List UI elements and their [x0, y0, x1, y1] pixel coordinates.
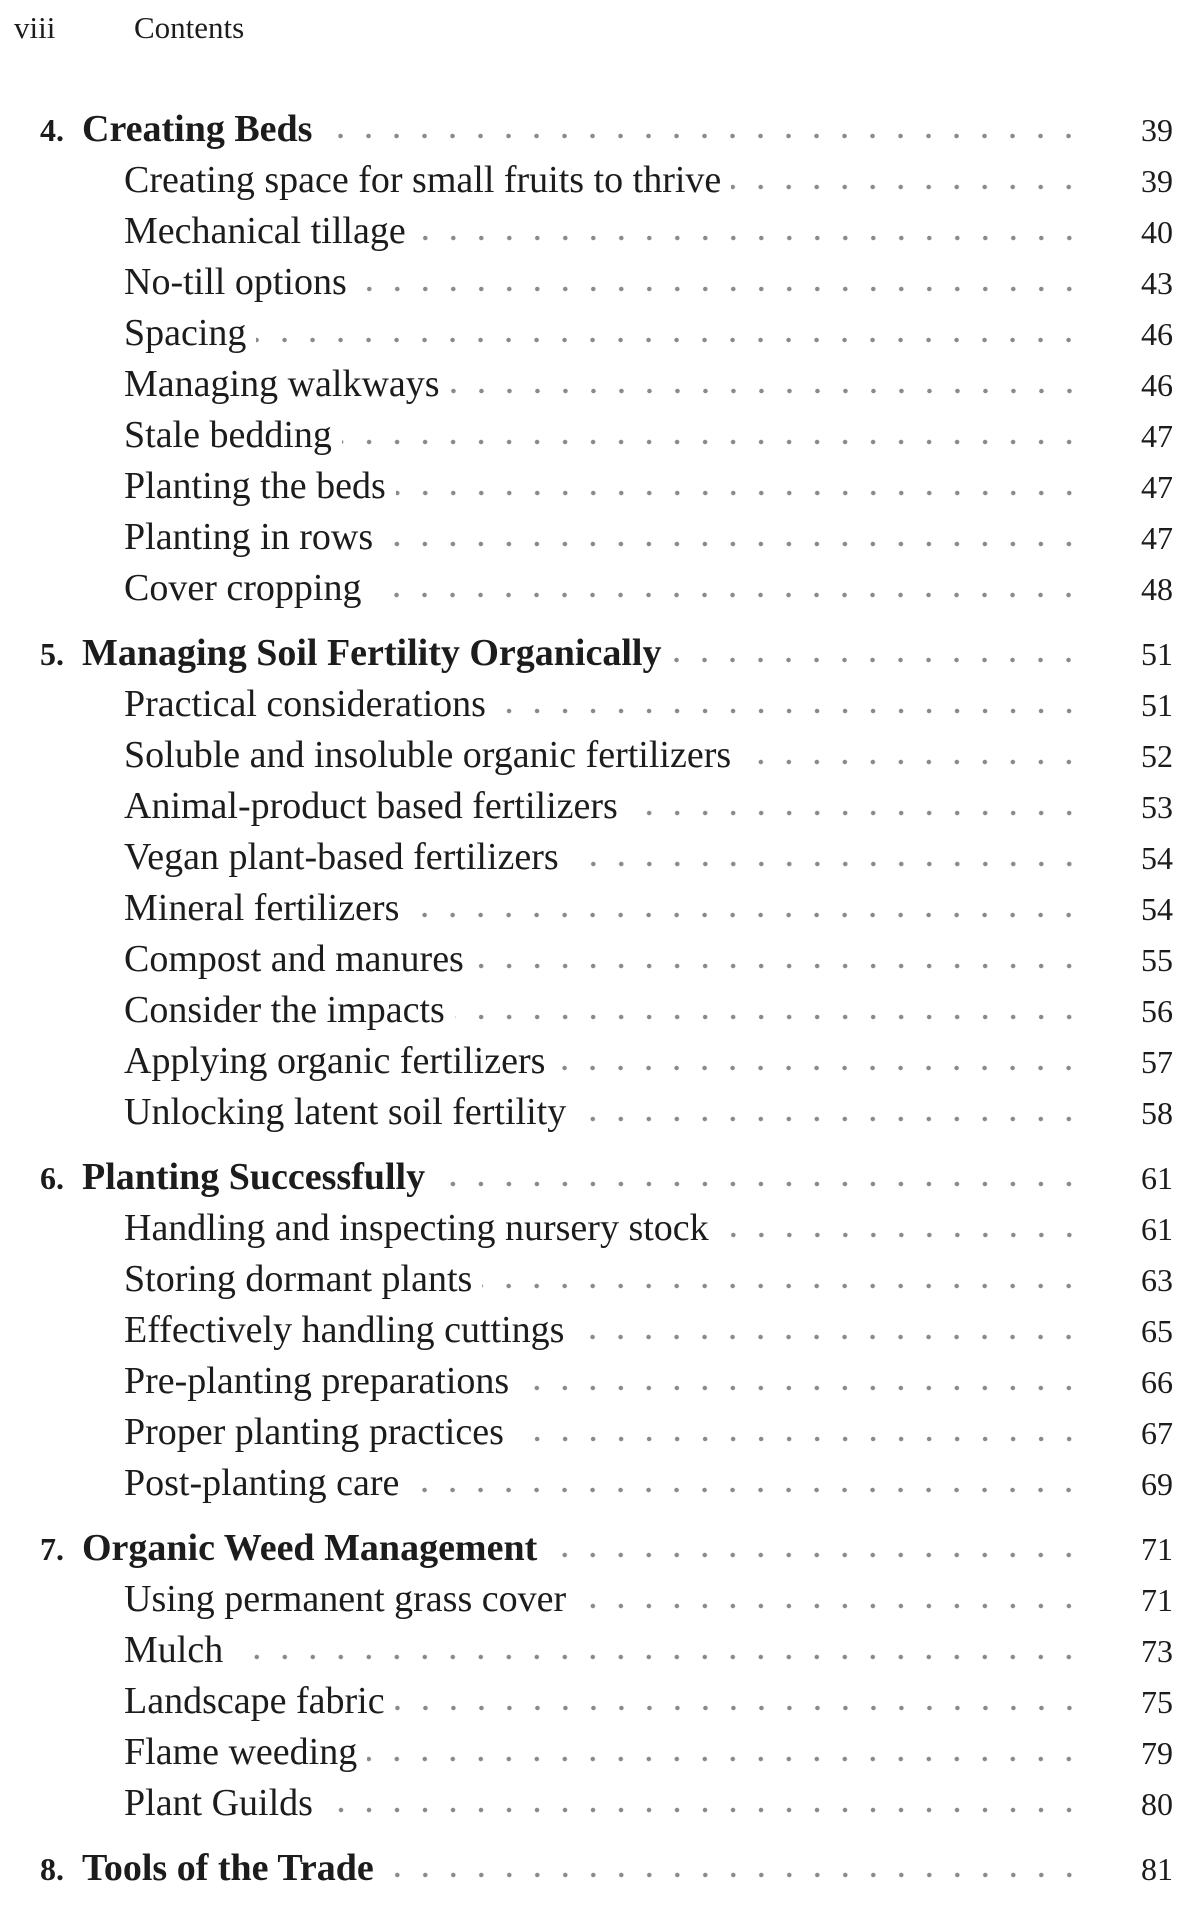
toc-section-entry[interactable] [40, 563, 1173, 614]
toc-section-entry[interactable] [40, 1087, 1173, 1138]
toc-section-entry[interactable] [40, 257, 1173, 308]
chapter-title: Planting Successfully [82, 1156, 426, 1198]
dot-leader [741, 757, 1083, 767]
section-page-number: 65 [1141, 1313, 1173, 1349]
toc-section-entry[interactable] [40, 410, 1173, 461]
toc-chapter [40, 628, 1173, 1138]
section-page-number: 80 [1141, 1786, 1173, 1822]
section-title: Creating space for small fruits to thrive [124, 159, 722, 201]
section-page-number: 67 [1141, 1415, 1173, 1451]
chapter-title: Creating Beds [82, 108, 313, 150]
section-title: Soluble and insoluble organic fertilizers [124, 734, 732, 776]
section-page-number: 46 [1141, 367, 1173, 403]
section-page-number: 73 [1141, 1633, 1173, 1669]
dot-leader [416, 233, 1083, 243]
running-head [14, 10, 244, 46]
toc-chapter [40, 1843, 1173, 1894]
dot-leader [455, 1012, 1083, 1022]
section-title: No-till options [124, 261, 347, 303]
toc-section-entry[interactable] [40, 1254, 1173, 1305]
dot-leader [450, 386, 1083, 396]
section-title: Planting in rows [124, 516, 374, 558]
section-title: Spacing [124, 312, 247, 354]
toc-section-entry[interactable] [40, 679, 1173, 730]
section-title: Practical considerations [124, 683, 486, 725]
dot-leader [482, 1281, 1083, 1291]
dot-leader [367, 1754, 1083, 1764]
dot-leader [514, 1434, 1083, 1444]
section-title: Handling and inspecting nursery stock [124, 1207, 709, 1249]
dot-leader [409, 910, 1083, 920]
dot-leader [719, 1230, 1083, 1240]
section-title: Mulch [124, 1629, 224, 1671]
toc-section-entry[interactable] [40, 1676, 1173, 1727]
section-page-number: 66 [1141, 1364, 1173, 1400]
section-page-number: 63 [1141, 1262, 1173, 1298]
dot-leader [671, 655, 1083, 665]
chapter-title: Managing Soil Fertility Organically [82, 632, 662, 674]
section-page-number: 39 [1141, 163, 1173, 199]
dot-leader [409, 1485, 1083, 1495]
dot-leader [519, 1383, 1083, 1393]
section-page-number: 53 [1141, 789, 1173, 825]
chapter-page-number: 71 [1141, 1531, 1173, 1567]
dot-leader [233, 1652, 1083, 1662]
section-page-number: 79 [1141, 1735, 1173, 1771]
toc-section-entry[interactable] [40, 883, 1173, 934]
section-page-number: 58 [1141, 1095, 1173, 1131]
dot-leader [357, 284, 1083, 294]
section-page-number: 52 [1141, 738, 1173, 774]
section-title: Mechanical tillage [124, 210, 406, 252]
section-page-number: 46 [1141, 316, 1173, 352]
section-page-number: 54 [1141, 840, 1173, 876]
toc-section-entry[interactable] [40, 1727, 1173, 1778]
dot-leader [435, 1179, 1083, 1189]
section-page-number: 61 [1141, 1211, 1173, 1247]
section-title: Flame weeding [124, 1731, 358, 1773]
toc-section-entry[interactable] [40, 1778, 1173, 1829]
section-page-number: 47 [1141, 418, 1173, 454]
table-of-contents [40, 104, 1173, 1908]
dot-leader [323, 1805, 1083, 1815]
dot-leader [474, 961, 1083, 971]
toc-section-entry[interactable] [40, 461, 1173, 512]
toc-chapter [40, 1523, 1173, 1829]
running-head-title: Contents [134, 10, 245, 45]
toc-section-entry[interactable] [40, 308, 1173, 359]
section-page-number: 55 [1141, 942, 1173, 978]
toc-chapter [40, 104, 1173, 614]
dot-leader [576, 1114, 1083, 1124]
dot-leader [396, 488, 1083, 498]
toc-section-entry[interactable] [40, 1458, 1173, 1509]
toc-section-entry[interactable] [40, 359, 1173, 410]
section-title: Proper planting practices [124, 1411, 504, 1453]
section-title: Landscape fabric [124, 1680, 385, 1722]
dot-leader [384, 1870, 1083, 1880]
section-page-number: 47 [1141, 469, 1173, 505]
toc-section-entry[interactable] [40, 1356, 1173, 1407]
section-title: Planting the beds [124, 465, 386, 507]
chapter-title: Tools of the Trade [82, 1847, 374, 1889]
chapter-number: 5. [40, 636, 64, 672]
dot-leader [496, 706, 1083, 716]
section-title: Plant Guilds [124, 1782, 313, 1824]
section-title: Pre-planting preparations [124, 1360, 510, 1402]
dot-leader [383, 539, 1083, 549]
toc-section-entry[interactable] [40, 832, 1173, 883]
toc-section-entry[interactable] [40, 985, 1173, 1036]
section-page-number: 56 [1141, 993, 1173, 1029]
toc-section-entry[interactable] [40, 1203, 1173, 1254]
dot-leader [371, 590, 1083, 600]
section-page-number: 48 [1141, 571, 1173, 607]
section-page-number: 54 [1141, 891, 1173, 927]
section-title: Vegan plant-based fertilizers [124, 836, 559, 878]
toc-chapter-heading[interactable] [40, 1843, 1173, 1894]
chapter-page-number: 51 [1141, 636, 1173, 672]
toc-section-entry[interactable] [40, 730, 1173, 781]
dot-leader [731, 182, 1083, 192]
section-title: Mineral fertilizers [124, 887, 400, 929]
toc-section-entry[interactable] [40, 1625, 1173, 1676]
chapter-page-number: 61 [1141, 1160, 1173, 1196]
chapter-page-number: 81 [1141, 1851, 1173, 1887]
section-title: Applying organic fertilizers [124, 1040, 546, 1082]
section-title: Consider the impacts [124, 989, 445, 1031]
chapter-title: Organic Weed Management [82, 1527, 538, 1569]
dot-leader [555, 1063, 1083, 1073]
chapter-page-number: 39 [1141, 112, 1173, 148]
toc-section-entry[interactable] [40, 1305, 1173, 1356]
toc-chapter [40, 1152, 1173, 1509]
section-title: Effectively handling cuttings [124, 1309, 565, 1351]
section-title: Post-planting care [124, 1462, 400, 1504]
section-title: Managing walkways [124, 363, 440, 405]
dot-leader [547, 1550, 1083, 1560]
toc-section-entry[interactable] [40, 512, 1173, 563]
toc-section-entry[interactable] [40, 1036, 1173, 1087]
chapter-number: 6. [40, 1160, 64, 1196]
chapter-number: 4. [40, 112, 64, 148]
section-title: Cover cropping [124, 567, 362, 609]
section-page-number: 43 [1141, 265, 1173, 301]
toc-section-entry[interactable] [40, 155, 1173, 206]
page-folio: viii [14, 10, 56, 45]
section-page-number: 71 [1141, 1582, 1173, 1618]
section-page-number: 57 [1141, 1044, 1173, 1080]
toc-chapter-heading[interactable] [40, 1523, 1173, 1574]
section-title: Unlocking latent soil fertility [124, 1091, 567, 1133]
section-title: Animal-product based fertilizers [124, 785, 618, 827]
dot-leader [342, 437, 1083, 447]
section-title: Compost and manures [124, 938, 464, 980]
section-title: Stale bedding [124, 414, 332, 456]
section-page-number: 47 [1141, 520, 1173, 556]
toc-section-entry[interactable] [40, 1574, 1173, 1625]
toc-chapter-heading[interactable] [40, 628, 1173, 679]
section-title: Storing dormant plants [124, 1258, 473, 1300]
dot-leader [628, 808, 1083, 818]
toc-chapter-heading[interactable] [40, 1152, 1173, 1203]
section-page-number: 51 [1141, 687, 1173, 723]
dot-leader [576, 1601, 1083, 1611]
section-page-number: 75 [1141, 1684, 1173, 1720]
toc-section-entry[interactable] [40, 206, 1173, 257]
chapter-number: 7. [40, 1531, 64, 1567]
dot-leader [256, 335, 1083, 345]
section-title: Using permanent grass cover [124, 1578, 567, 1620]
toc-section-entry[interactable] [40, 1407, 1173, 1458]
section-page-number: 69 [1141, 1466, 1173, 1502]
dot-leader [322, 131, 1083, 141]
toc-section-entry[interactable] [40, 781, 1173, 832]
section-page-number: 40 [1141, 214, 1173, 250]
dot-leader [569, 859, 1083, 869]
toc-chapter-heading[interactable] [40, 104, 1173, 155]
dot-leader [395, 1703, 1083, 1713]
chapter-number: 8. [40, 1851, 64, 1887]
dot-leader [574, 1332, 1083, 1342]
toc-section-entry[interactable] [40, 934, 1173, 985]
